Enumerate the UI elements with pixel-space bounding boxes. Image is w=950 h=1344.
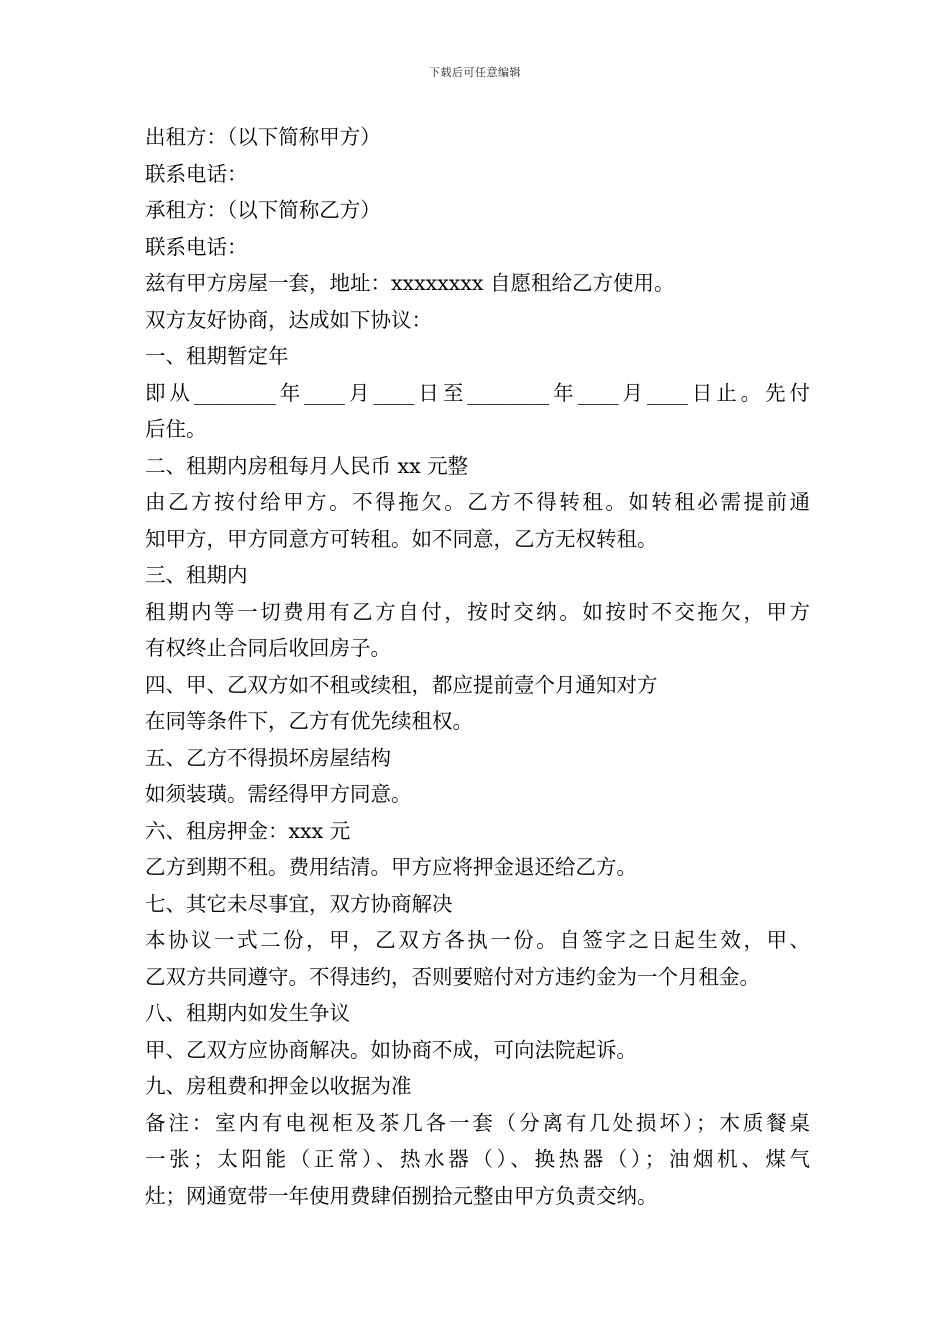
- clause-8-body: 甲、乙双方应协商解决。如协商不成，可向法院起诉。: [145, 1037, 637, 1062]
- clause-4-heading: 四、甲、乙双方如不租或续租，都应提前壹个月通知对方: [145, 672, 658, 697]
- lessor-line: 出租方：（以下简称甲方）: [145, 125, 381, 149]
- clause-5-body: 如须装璜。需经得甲方同意。: [145, 782, 412, 806]
- clause-2-body-line-1: 由乙方按付给甲方。不得拖欠。乙方不得转租。如转租必需提前通: [145, 490, 810, 514]
- clause-8-heading: 八、租期内如发生争议: [145, 1001, 350, 1025]
- clause-1-body-line-1: 即从________年____月____日至________年____月____日止。先付: [145, 380, 810, 405]
- clause-7-body-line-2: 乙双方共同遵守。不得违约，否则要赔付对方违约金为一个月租金。: [145, 964, 760, 989]
- remarks-line-2: 一张；太阳能（正常）、热水器（）、换热器（）；油烟机、煤气: [145, 1147, 810, 1171]
- clause-7-heading: 七、其它未尽事宜，双方协商解决: [145, 891, 453, 916]
- clause-4-body: 在同等条件下，乙方有优先续租权。: [145, 709, 473, 733]
- remarks-line-3: 灶；网通宽带一年使用费肆佰捌拾元整由甲方负责交纳。: [145, 1183, 658, 1208]
- remarks-line-1: 备注：室内有电视柜及茶几各一套（分离有几处损坏）；木质餐桌: [145, 1110, 810, 1135]
- clause-2-body-line-2: 知甲方，甲方同意方可转租。如不同意，乙方无权转租。: [145, 526, 658, 551]
- clause-6-body: 乙方到期不租。费用结清。甲方应将押金退还给乙方。: [145, 855, 637, 879]
- clause-3-body-line-2: 有权终止合同后收回房子。: [145, 636, 391, 660]
- clause-3-body-line-1: 租期内等一切费用有乙方自付，按时交纳。如按时不交拖欠，甲方: [145, 599, 810, 624]
- lessor-phone-line: 联系电话：: [145, 161, 248, 186]
- clause-5-heading: 五、乙方不得损坏房屋结构: [145, 745, 391, 770]
- lessee-line: 承租方：（以下简称乙方）: [145, 198, 381, 222]
- property-address-line: 兹有甲方房屋一套，地址：xxxxxxxx 自愿租给乙方使用。: [145, 271, 675, 295]
- clause-9-heading: 九、房租费和押金以收据为准: [145, 1074, 412, 1098]
- clause-1-heading: 一、租期暂定年: [145, 344, 289, 368]
- clause-3-heading: 三、租期内: [145, 563, 248, 587]
- clause-7-body-line-1: 本协议一式二份，甲，乙双方各执一份。自签字之日起生效，甲、: [145, 928, 810, 952]
- agreement-intro-line: 双方友好协商，达成如下协议：: [145, 307, 432, 332]
- lessee-phone-line: 联系电话：: [145, 234, 248, 259]
- page-header: 下载后可任意编辑: [429, 66, 521, 79]
- clause-2-heading: 二、租期内房租每月人民币 xx 元整: [145, 453, 469, 478]
- clause-6-heading: 六、租房押金：xxx 元: [145, 818, 351, 843]
- contract-body: [145, 119, 810, 1214]
- clause-1-body-line-2: 后住。: [145, 417, 207, 441]
